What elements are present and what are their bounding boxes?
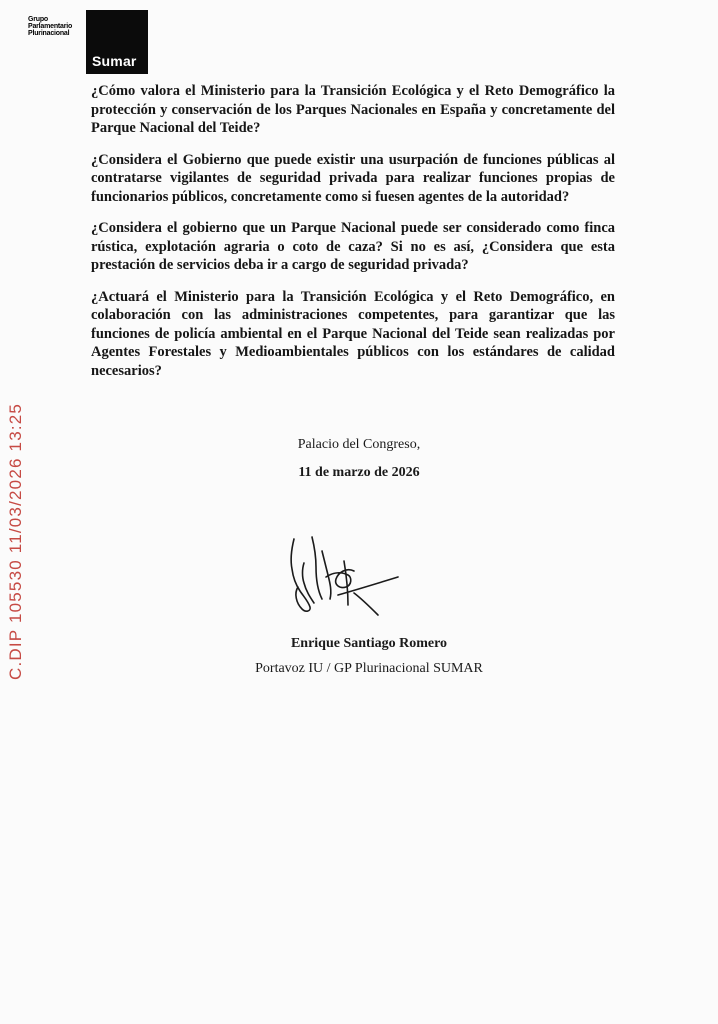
handwritten-signature (282, 533, 402, 623)
logo-line-1: Grupo (28, 16, 48, 23)
question-1: ¿Cómo valora el Ministerio para la Transición Ecológica y el Reto Demográfico la protección y conservación de los Parques Nacionales en España y concretamente del Parque Nacional del Teide? (91, 83, 615, 136)
closing-place: Palacio del Congreso, (297, 437, 421, 452)
signer-name: Enrique Santiago Romero (290, 636, 448, 651)
group-name (28, 16, 72, 37)
logo-word: Sumar (92, 53, 137, 69)
question-4: ¿Actuará el Ministerio para la Transición Ecológica y el Reto Demográfico, en colaboración con las administraciones competentes, para garantizar que las funciones de policía ambiental en el Parque Nacional del Teide sean realizadas por Agentes Forestales y Medioambientales públicos con los estándares de calidad necesarios? (91, 288, 615, 379)
logo-line-2: Parlamentario (28, 23, 73, 30)
signer-role: Portavoz IU / GP Plurinacional SUMAR (255, 661, 483, 676)
question-3: ¿Considera el gobierno que un Parque Nacional puede ser considerado como finca rústica, explotación agraria o coto de caza? Si no es así, ¿Considera que esta prestación de servicios deba ir a cargo de seguridad privada? (91, 220, 615, 273)
closing-date: 11 de marzo de 2026 (298, 465, 420, 480)
sumar-logo (86, 10, 148, 74)
question-list (91, 82, 615, 393)
question-2: ¿Considera el Gobierno que puede existir una usurpación de funciones públicas al contratarse vigilantes de seguridad privada para realizar funciones propias de funcionarios públicos, concretamente como si fuesen agentes de la autoridad? (91, 151, 615, 205)
registry-stamp: C.DIP 105530 11/03/2026 13:25 (6, 402, 25, 680)
logo-line-3: Plurinacional (28, 30, 70, 37)
